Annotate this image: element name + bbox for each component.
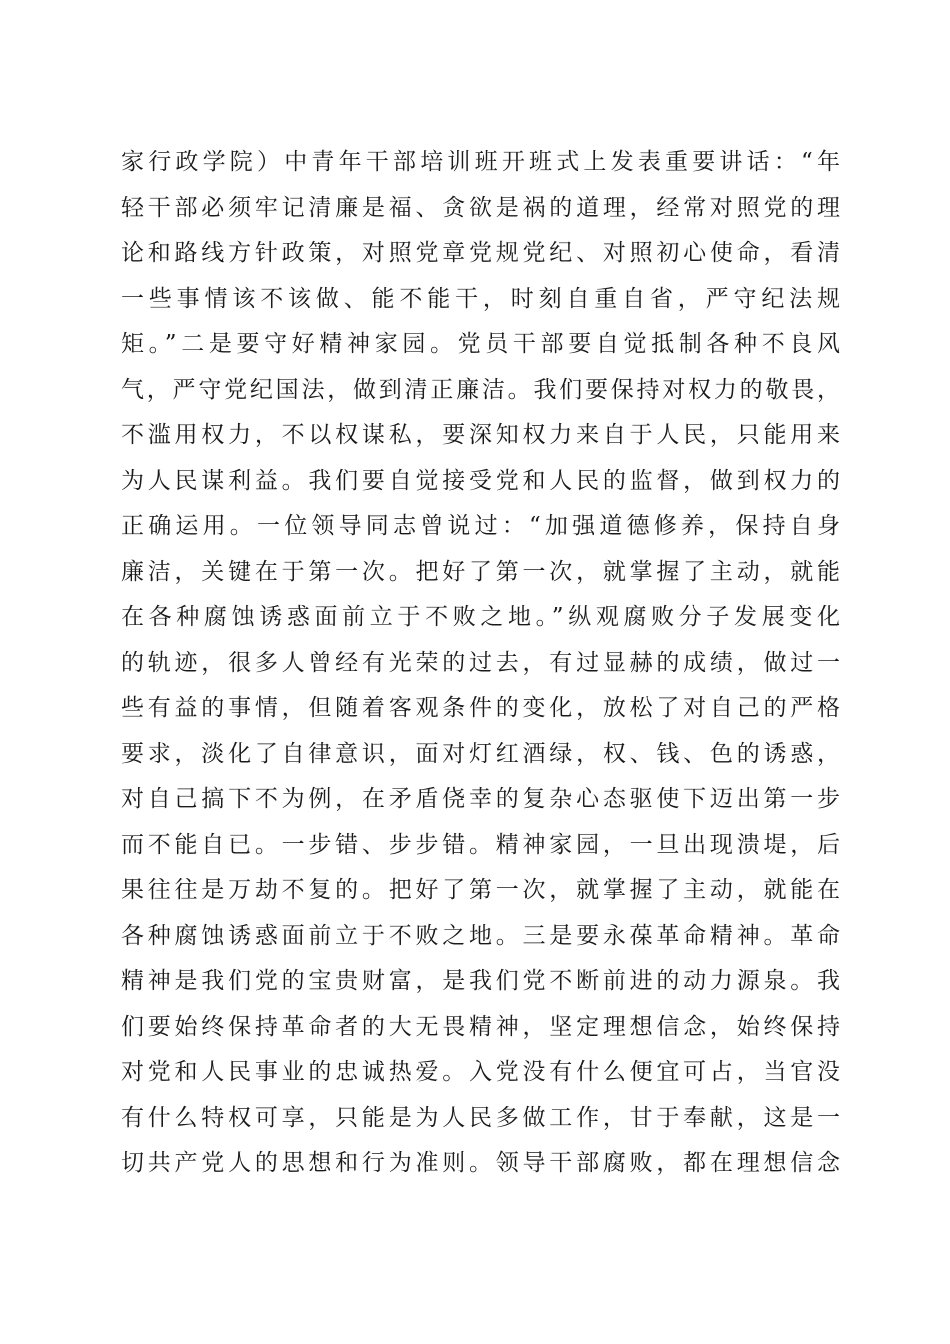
text-line: 对自己搞下不为例，在矛盾侥幸的复杂心态驱使下迈出第一步 — [121, 786, 841, 812]
text-line: 家行政学院）中青年干部培训班开班式上发表重要讲话：“年 — [121, 149, 841, 175]
text-line: 矩。”二是要守好精神家园。党员干部要自觉抵制各种不良风 — [121, 331, 841, 357]
text-line: 不滥用权力，不以权谋私，要深知权力来自于人民，只能用来 — [121, 422, 841, 448]
text-line: 为人民谋利益。我们要自觉接受党和人民的监督，做到权力的 — [121, 467, 841, 494]
text-line: 们要始终保持革命者的大无畏精神，坚定理想信念，始终保持 — [121, 1013, 841, 1040]
text-line: 精神是我们党的宝贵财富，是我们党不断前进的动力源泉。我 — [121, 968, 841, 994]
text-line: 论和路线方针政策，对照党章党规党纪、对照初心使命，看清 — [121, 240, 841, 266]
text-line: 正确运用。一位领导同志曾说过：“加强道德修养，保持自身 — [121, 513, 841, 539]
text-line: 对党和人民事业的忠诚热爱。入党没有什么便宜可占，当官没 — [121, 1059, 841, 1085]
text-line: 要求，淡化了自律意识，面对灯红酒绿，权、钱、色的诱惑， — [121, 740, 841, 767]
text-line: 各种腐蚀诱惑面前立于不败之地。三是要永葆革命精神。革命 — [121, 922, 841, 949]
body-paragraph — [121, 140, 841, 1187]
text-line: 在各种腐蚀诱惑面前立于不败之地。”纵观腐败分子发展变化 — [121, 604, 841, 630]
text-line: 有什么特权可享，只能是为人民多做工作，甘于奉献，这是一 — [121, 1104, 841, 1131]
text-line: 廉洁，关键在于第一次。把好了第一次，就掌握了主动，就能 — [121, 558, 841, 585]
text-line: 而不能自已。一步错、步步错。精神家园，一旦出现溃堤，后 — [121, 831, 841, 858]
text-line: 轻干部必须牢记清廉是福、贪欲是祸的道理，经常对照党的理 — [121, 194, 841, 221]
text-line: 切共产党人的思想和行为准则。领导干部腐败，都在理想信念 — [121, 1150, 841, 1176]
text-line: 一些事情该不该做、能不能干，时刻自重自省，严守纪法规 — [121, 285, 841, 312]
text-line: 果往往是万劫不复的。把好了第一次，就掌握了主动，就能在 — [121, 877, 841, 903]
text-line: 气，严守党纪国法，做到清正廉洁。我们要保持对权力的敬畏， — [121, 376, 841, 403]
text-line: 的轨迹，很多人曾经有光荣的过去，有过显赫的成绩，做过一 — [121, 649, 841, 676]
text-line: 些有益的事情，但随着客观条件的变化，放松了对自己的严格 — [121, 695, 841, 721]
